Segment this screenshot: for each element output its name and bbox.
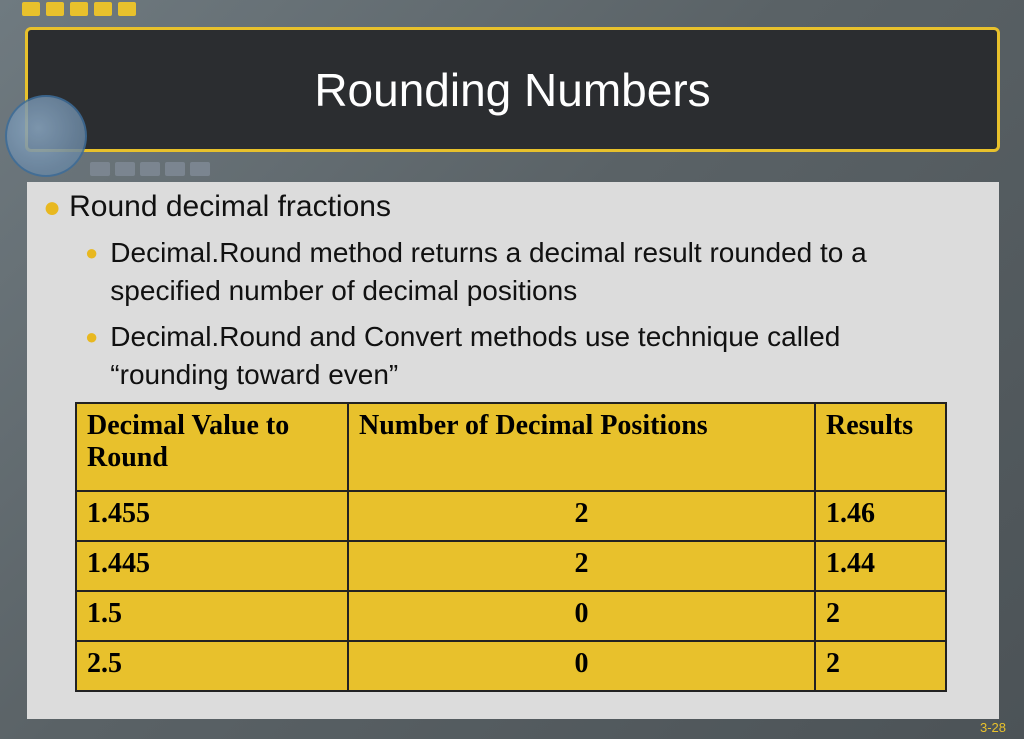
decorative-squares-mid bbox=[90, 162, 210, 176]
square-4 bbox=[165, 162, 185, 176]
cell-value: 1.455 bbox=[76, 491, 348, 541]
bullet-dot-icon: ● bbox=[85, 240, 99, 265]
cell-result: 2 bbox=[815, 591, 946, 641]
cell-positions: 2 bbox=[348, 491, 815, 541]
square-5 bbox=[118, 2, 136, 16]
square-3 bbox=[70, 2, 88, 16]
square-3 bbox=[140, 162, 160, 176]
decorative-circle bbox=[5, 95, 87, 177]
slide-content bbox=[27, 182, 999, 719]
cell-positions: 0 bbox=[348, 641, 815, 691]
square-1 bbox=[22, 2, 40, 16]
decorative-squares-top bbox=[22, 2, 136, 16]
bullet-sub-1 bbox=[85, 234, 965, 310]
slide-number: 3-28 bbox=[979, 720, 1006, 735]
bullet-sub-2-text: Decimal.Round and Convert methods use technique called “rounding toward even” bbox=[110, 321, 841, 390]
cell-positions: 0 bbox=[348, 591, 815, 641]
slide-title: Rounding Numbers bbox=[314, 63, 711, 116]
table-row bbox=[76, 591, 946, 641]
table-row bbox=[76, 541, 946, 591]
bullet-main-text: Round decimal fractions bbox=[69, 190, 391, 223]
cell-result: 2 bbox=[815, 641, 946, 691]
header-decimal-value: Decimal Value to Round bbox=[76, 403, 348, 491]
bullet-main bbox=[43, 190, 391, 226]
cell-result: 1.46 bbox=[815, 491, 946, 541]
table-row bbox=[76, 641, 946, 691]
bullet-dot-icon: ● bbox=[43, 191, 62, 224]
square-4 bbox=[94, 2, 112, 16]
cell-value: 2.5 bbox=[76, 641, 348, 691]
title-bar bbox=[25, 27, 1000, 152]
rounding-table bbox=[75, 402, 947, 692]
header-results: Results bbox=[815, 403, 946, 491]
table-row bbox=[76, 491, 946, 541]
bullet-dot-icon: ● bbox=[85, 324, 99, 349]
cell-result: 1.44 bbox=[815, 541, 946, 591]
cell-value: 1.445 bbox=[76, 541, 348, 591]
bullet-sub-2 bbox=[85, 318, 965, 394]
cell-positions: 2 bbox=[348, 541, 815, 591]
square-2 bbox=[115, 162, 135, 176]
table-header-row bbox=[76, 403, 946, 491]
square-5 bbox=[190, 162, 210, 176]
cell-value: 1.5 bbox=[76, 591, 348, 641]
square-1 bbox=[90, 162, 110, 176]
header-decimal-positions: Number of Decimal Positions bbox=[348, 403, 815, 491]
bullet-sub-1-text: Decimal.Round method returns a decimal result rounded to a specified number of decimal positions bbox=[110, 237, 867, 306]
square-2 bbox=[46, 2, 64, 16]
